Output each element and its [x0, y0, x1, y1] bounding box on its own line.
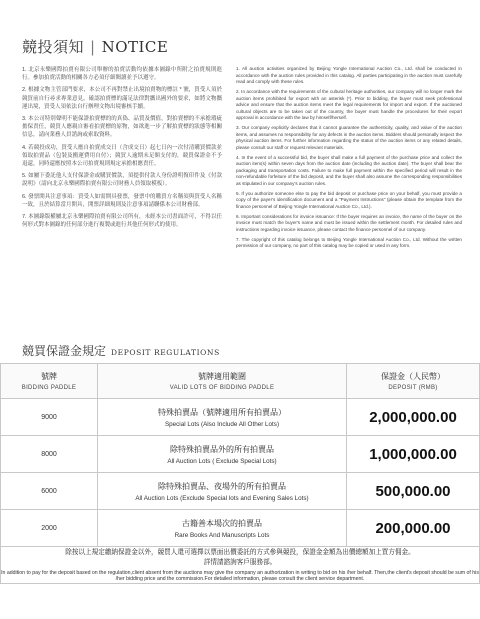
notice-cn-item: 4. 若競投成功，買受人應自拍賣成交日（含成交日）起七日內一次付清購買價款並領取拍賣品（包裝及搬運費用自付）；競買人逾期未足額支付的，競買保證金不予退還，同時還應按照本公司拍賣規則規定承擔相應責任。: [22, 144, 222, 168]
title-separator: |: [90, 38, 96, 56]
notice-cn-item: 3. 本公司特別聲明不能保證拍賣標的的真偽、品質及價值，對拍賣標的不承擔瑕疵擔保責任，競買人應親自審看拍賣標的原物，如欲進一步了解拍賣標的狀態等相關信息，請向業務人員諮詢或索取資料。: [22, 116, 222, 139]
lot-range-en: Special Lots (Also Include All Other Lots): [164, 420, 280, 428]
notice-en-item: 1. All auction activities organized by Beijing Yongle International Auction Co., Ltd. shall be conducted in accordance with the auction rules provided in this catalog. All parties participating in the auction must carefully read and comply with these rules.: [236, 66, 462, 84]
notice-cn-item: 6. 發票開具注意事項：買受人如需開具發票，發票中的購買方名稱須與買受人名稱一致，且於結算當月開具，開票詳細規則及注意事項請聯係本公司財務部。: [22, 193, 222, 208]
header-paddle-en: BIDDING PADDLE: [21, 385, 77, 391]
header-range-cn: 號牌適用範圍: [198, 372, 246, 381]
lot-range-cn: 古籍善本場次的拍賣品: [182, 518, 262, 528]
deposit-title-cn: 競買保證金規定: [22, 344, 107, 358]
note-en: In addition to pay for the deposit based on the regulation,client absent from the auctions may give the company an authorization in writing to bid on his /her behalf. Then,the client's deposit should be sum of his /her bidding price and the commission.For detailed information, please consult the client service department.: [1, 569, 479, 582]
notice-cn-column: [22, 66, 222, 233]
lot-range: [98, 473, 347, 510]
deposit-table-header: [1, 364, 480, 399]
paddle-number: 6000: [1, 473, 98, 510]
deposit-amount: 1,000,000.00: [347, 436, 480, 473]
deposit-note: [1, 547, 480, 584]
page-title: [22, 36, 168, 57]
notice-en-item: 2. In accordance with the requirements of the cultural heritage authorities, our company will no longer mark the auction items prohibited for export with an asterisk (*). Prior to bidding, the buyer must seek professional advice and ensure that the auction items meet the legal requirements for import and export. If the auctioned cultural objects are to be taken out of the country, the buyer must handle the procedures for their export approval in accordance with the law by himself/herself.: [236, 89, 462, 120]
paddle-number: 8000: [1, 436, 98, 473]
header-deposit-en: DEPOSIT (RMB): [388, 385, 438, 391]
notice-cn-item: 1. 北京永樂國際拍賣有限公司舉辦的拍賣活動均依據本圖錄中所附之拍賣規則進行。參加拍賣活動的相關各方必須仔細閱讀並予以遵守。: [22, 67, 222, 82]
notice-cn-item: 7. 本圖錄版權屬北京永樂國際拍賣有限公司所有，未經本公司書面許可，不得以任何形式對本圖錄的任何部分進行複製或進行其他任何形式的使用。: [22, 214, 222, 229]
deposit-amount: 200,000.00: [347, 510, 480, 547]
lot-range-cn: 特殊拍賣品（號牌適用所有拍賣品）: [158, 407, 286, 417]
header-paddle: [1, 364, 98, 399]
notice-en-item: 5. If you authorize someone else to pay the bid deposit or purchase price on your behalf, you must provide a copy of the payer's identification document and a "Payment Instructions" (please obtain the template from the finance personnel of Beijing Yongle International Auction Co., Ltd.).: [236, 190, 462, 209]
header-paddle-cn: 號牌: [41, 372, 57, 381]
notice-en-column: [236, 66, 462, 253]
deposit-amount: 500,000.00: [347, 473, 480, 510]
lot-range-en: All Auction Lots ( Exclude Special Lots): [167, 457, 277, 465]
deposit-title-en: DEPOSIT REGULATIONS: [111, 348, 220, 357]
note-cn-line2: 詳情請諮詢客戶服務部。: [203, 558, 277, 566]
notice-en-item: 7. The copyright of this catalog belongs to Beijing Yongle International Auction Co., Ltd. Without the written permission of our company, no part of this catalog may be copied or used in any form.: [236, 236, 462, 248]
lot-range-en: All Auction Lots (Exclude Special lots and Evening Sales Lots): [135, 494, 309, 502]
paddle-number: 2000: [1, 510, 98, 547]
notice-en-item: 6. Important considerations for invoice issuance: If the buyer requires an invoice, the name of the buyer on the invoice must match the buyer's name and must be issued within the settlement month. For detailed rules and instructions regarding invoice issuance, please contact the finance personnel of our company.: [236, 213, 462, 232]
header-range: [98, 364, 347, 399]
lot-range: [98, 436, 347, 473]
lot-range-cn: 除特殊拍賣品、夜場外的所有拍賣品: [158, 481, 286, 491]
title-cn: 競投須知: [22, 38, 85, 56]
title-en: NOTICE: [101, 38, 169, 56]
lot-range-en: Rare Books And Manuscripts Lots: [174, 531, 270, 539]
deposit-note-row: [1, 547, 480, 584]
table-row: [1, 436, 480, 473]
lot-range-cn: 除特殊拍賣品外的所有拍賣品: [170, 444, 274, 454]
header-deposit: [347, 364, 480, 399]
paddle-number: 9000: [1, 399, 98, 436]
header-deposit-cn: 保證金（人民幣）: [381, 372, 445, 381]
notice-en-item: 3. Our company explicitly declares that it cannot guarantee the authenticity, quality, and value of the auction items, and assumes no responsibility for any defects in the auction items. Bidders should personally inspect the physical auction items. For further information regarding the status of the auction items or any related details, please consult our staff or request relevant materials.: [236, 125, 462, 150]
header-range-en: VALID LOTS OF BIDDING PADDLE: [169, 385, 275, 391]
deposit-table: [0, 363, 480, 584]
lot-range: [98, 399, 347, 436]
table-row: [1, 473, 480, 510]
notice-en-item: 4. In the event of a successful bid, the buyer shall make a full payment of the purchase price and collect the auction item(s) within seven days from the auction date (including the auction date). The buyer shall bear the packaging and transportation costs. Failure to make full payment within the specified period will result in the non-refundable forfeiture of the bid deposit, and the buyer shall also assume the corresponding responsibilities as stipulated in our company's auction rules.: [236, 154, 462, 186]
deposit-amount: 2,000,000.00: [347, 399, 480, 436]
note-cn-line1: 除按以上規定繳納保證金以外，競買人還可選擇以票面出價委託的方式參與競投，保證金金額為出價總額加上買方佣金。: [65, 548, 415, 556]
notice-cn-item: 2. 根據文物主管部門要求，本公司不再對禁止出境拍賣物的標註 * 號，買受人須於競買前自行尋求專業意見，確認拍賣標的滿足法律對攜出國外的要求，如將文物攜運出境，買受人須依法自行辦理文物出境審核手續。: [22, 87, 222, 110]
lot-range: [98, 510, 347, 547]
deposit-section-title: [22, 342, 220, 360]
table-row: [1, 399, 480, 436]
notice-cn-item: 5. 如屬下委託他人支付保證金或購買價款，須提供付款人身份證明復印件及《付款說明》（請向北京永樂國際拍賣有限公司財務人員領取模板）。: [22, 173, 222, 188]
table-row: [1, 510, 480, 547]
